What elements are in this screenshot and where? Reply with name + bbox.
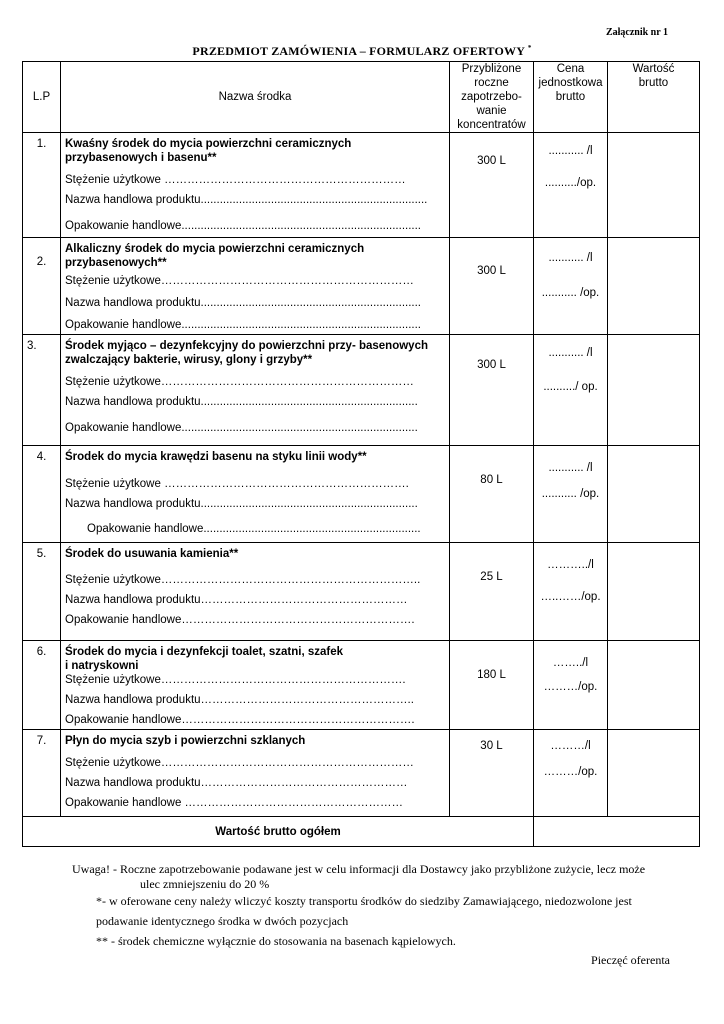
table-row bbox=[23, 641, 700, 730]
trade-name-field[interactable]: Nazwa handlowa produktu……………………………………………….. bbox=[65, 694, 414, 706]
page-title: PRZEDMIOT ZAMÓWIENIA – FORMULARZ OFERTOWY * bbox=[192, 44, 532, 58]
order-form-table bbox=[22, 61, 700, 847]
header-name: Nazwa środka bbox=[61, 62, 450, 133]
table-row bbox=[23, 543, 700, 641]
concentration-field[interactable]: Stężenie użytkowe………………………………………………………….. bbox=[65, 574, 421, 586]
note-prices: *- w oferowane ceny należy wliczyć koszty transportu środków do siedziby Zamawiającego, niedozwolone jest bbox=[96, 894, 632, 908]
product-description: Środek do mycia i dezynfekcji toalet, szatni, szafek i natryskowni Stężenie użytkowe………………………………………………………. Nazwa handlowa produktu……………………………………………….. Opakowanie handlowe……………………………………………………. bbox=[61, 641, 450, 730]
unit-price-cell[interactable]: ........... /l ........../op. bbox=[534, 133, 608, 238]
total-value-cell[interactable] bbox=[534, 817, 700, 847]
packaging-field[interactable]: Opakowanie handlowe ………………………………………………… bbox=[65, 797, 404, 809]
table-row bbox=[23, 238, 700, 335]
notes bbox=[72, 862, 682, 949]
header-quantity: Przybliżone roczne zapotrzebo- wanie koncentratów bbox=[450, 62, 534, 133]
trade-name-field[interactable]: Nazwa handlowa produktu……………………………………………… bbox=[65, 594, 408, 606]
row-number: 7. bbox=[23, 730, 61, 817]
packaging-field[interactable]: Opakowanie handlowe……………………………………………………. bbox=[65, 714, 415, 726]
packaging-field[interactable]: Opakowanie handlowe.......................................................................... bbox=[65, 422, 418, 434]
gross-value-cell[interactable] bbox=[608, 238, 700, 335]
note-annual-demand: Uwaga! - Roczne zapotrzebowanie podawane jest w celu informacji dla Dostawcy jako przybliżone zużycie, lecz może bbox=[72, 862, 646, 876]
product-description: Środek do usuwania kamienia** Stężenie użytkowe………………………………………………………….. Nazwa handlowa produktu……………………………………………… Opakowanie handlowe……………………………………………………. bbox=[61, 543, 450, 641]
row-number: 5. bbox=[23, 543, 61, 641]
trade-name-field[interactable]: Nazwa handlowa produktu……………………………………………… bbox=[65, 777, 408, 789]
gross-value-cell[interactable] bbox=[608, 730, 700, 817]
packaging-field[interactable]: Opakowanie handlowe……………………………………………………. bbox=[65, 614, 415, 626]
row-number: 2. bbox=[23, 238, 61, 335]
trade-name-field[interactable]: Nazwa handlowa produktu....................................................................... bbox=[65, 194, 428, 206]
concentration-field[interactable]: Stężenie użytkowe ……………………………………………………… bbox=[65, 174, 406, 186]
concentration-field[interactable]: Stężenie użytkowe………………………………………………………… bbox=[65, 275, 414, 287]
gross-value-cell[interactable] bbox=[608, 641, 700, 730]
packaging-field[interactable]: Opakowanie handlowe........................................................................... bbox=[65, 319, 421, 331]
concentration-field[interactable]: Stężenie użytkowe ………………………………………………………. bbox=[65, 478, 409, 490]
table-row bbox=[23, 730, 700, 817]
quantity-cell: 30 L bbox=[450, 730, 534, 817]
row-number: 6. bbox=[23, 641, 61, 730]
note-prices-cont: podawanie identycznego środka w dwóch pozycjach bbox=[96, 914, 349, 928]
total-label: Wartość brutto ogółem bbox=[23, 817, 534, 847]
unit-price-cell[interactable]: ........... /l ........... /op. bbox=[534, 238, 608, 335]
unit-price-cell[interactable]: ........... /l ........... /op. bbox=[534, 446, 608, 543]
trade-name-field[interactable]: Nazwa handlowa produktu..................................................................... bbox=[65, 297, 421, 309]
unit-price-cell[interactable]: ……../l ………/op. bbox=[534, 641, 608, 730]
product-description: Płyn do mycia szyb i powierzchni szklanych Stężenie użytkowe………………………………………………………… Nazwa handlowa produktu……………………………………………… Opakowanie handlowe ………………………………………………… bbox=[61, 730, 450, 817]
unit-price-cell[interactable]: ………../l …..……/op. bbox=[534, 543, 608, 641]
header-row bbox=[23, 62, 700, 133]
row-number: 3. bbox=[23, 335, 61, 446]
product-description: Środek myjąco – dezynfekcyjny do powierzchni przy- basenowych zwalczający bakterie, wirusy, glony i grzyby** Stężenie użytkowe………………………………………………………… Nazwa handlowa produktu.................................................................... Opakowanie handlowe.......................................................................... bbox=[61, 335, 450, 446]
gross-value-cell[interactable] bbox=[608, 335, 700, 446]
header-unit-price: Cena jednostkowa brutto bbox=[534, 62, 608, 133]
product-description: Środek do mycia krawędzi basenu na styku linii wody** Stężenie użytkowe ………………………………………………………. Nazwa handlowa produktu.................................................................... Opakowanie handlowe.................................................................... bbox=[61, 446, 450, 543]
annex-label: Załącznik nr 1 bbox=[605, 27, 668, 38]
note-annual-demand-cont: ulec zmniejszeniu do 20 % bbox=[140, 877, 270, 891]
unit-price-cell[interactable]: ........... /l ........../ op. bbox=[534, 335, 608, 446]
row-number: 4. bbox=[23, 446, 61, 543]
trade-name-field[interactable]: Nazwa handlowa produktu.................................................................... bbox=[65, 396, 418, 408]
product-description: Alkaliczny środek do mycia powierzchni ceramicznych przybasenowych** Stężenie użytkowe………………………………………………………… Nazwa handlowa produktu..................................................................... Opakowanie handlowe........................................................................... bbox=[61, 238, 450, 335]
note-chemicals: ** - środek chemiczne wyłącznie do stosowania na basenach kąpielowych. bbox=[96, 934, 456, 948]
gross-value-cell[interactable] bbox=[608, 543, 700, 641]
quantity-cell: 300 L bbox=[450, 335, 534, 446]
unit-price-cell[interactable]: ………/l ………/op. bbox=[534, 730, 608, 817]
quantity-cell: 180 L bbox=[450, 641, 534, 730]
quantity-cell: 300 L bbox=[450, 133, 534, 238]
table-row bbox=[23, 335, 700, 446]
table-row bbox=[23, 133, 700, 238]
quantity-cell: 80 L bbox=[450, 446, 534, 543]
quantity-cell: 25 L bbox=[450, 543, 534, 641]
packaging-field[interactable]: Opakowanie handlowe.................................................................... bbox=[87, 523, 421, 535]
table-row bbox=[23, 446, 700, 543]
bidder-stamp-label: Pieczęć oferenta bbox=[591, 953, 670, 967]
concentration-field[interactable]: Stężenie użytkowe………………………………………………………… bbox=[65, 757, 414, 769]
total-row bbox=[23, 817, 700, 847]
packaging-field[interactable]: Opakowanie handlowe........................................................................... bbox=[65, 220, 421, 232]
product-description: Kwaśny środek do mycia powierzchni ceramicznych przybasenowych i basenu** Stężenie użytkowe ……………………………………………………… Nazwa handlowa produktu....................................................................... Opakowanie handlowe........................................................................... bbox=[61, 133, 450, 238]
gross-value-cell[interactable] bbox=[608, 133, 700, 238]
concentration-field[interactable]: Stężenie użytkowe………………………………………………………. bbox=[65, 674, 406, 686]
row-number: 1. bbox=[23, 133, 61, 238]
quantity-cell: 300 L bbox=[450, 238, 534, 335]
header-lp: L.P bbox=[23, 62, 61, 133]
concentration-field[interactable]: Stężenie użytkowe………………………………………………………… bbox=[65, 376, 414, 388]
header-gross-value: Wartość brutto bbox=[608, 62, 700, 133]
trade-name-field[interactable]: Nazwa handlowa produktu.................................................................... bbox=[65, 498, 418, 510]
gross-value-cell[interactable] bbox=[608, 446, 700, 543]
